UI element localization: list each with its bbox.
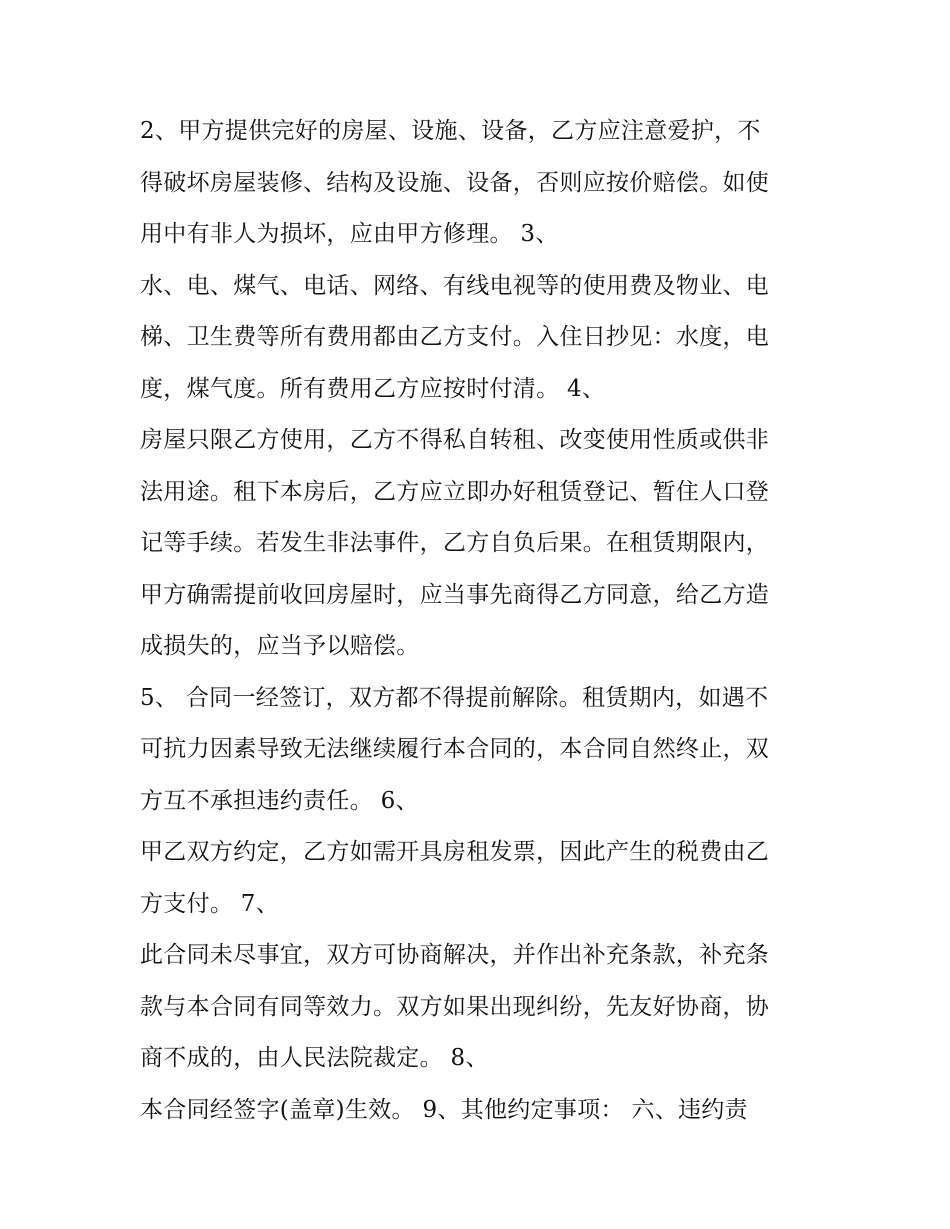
text-line: 梯、卫生费等所有费用都由乙方支付。入住日抄见：水度，电: [140, 324, 770, 350]
text-line: 甲方确需提前收回房屋时，应当事先商得乙方同意，给乙方造: [140, 581, 770, 608]
document-body: [140, 106, 840, 1136]
text-line: 水、电、煤气、电话、网络、有线电视等的使用费及物业、电: [140, 272, 770, 299]
text-line: 法用途。租下本房后，乙方应立即办好租赁登记、暂住人口登: [140, 478, 770, 505]
text-line: 方支付。 7、: [140, 890, 280, 917]
text-line: 商不成的，由人民法院裁定。 8、: [140, 1045, 489, 1071]
text-line: 2、甲方提供完好的房屋、设施、设备，乙方应注意爱护，不: [140, 118, 761, 144]
text-line: 房屋只限乙方使用，乙方不得私自转租、改变使用性质或供非: [140, 427, 770, 453]
text-line: 方互不承担违约责任。 6、: [140, 787, 419, 814]
text-line: 得破坏房屋装修、结构及设施、设备，否则应按价赔偿。如使: [140, 169, 770, 196]
text-line: 度，煤气度。所有费用乙方应按时付清。 4、: [140, 375, 606, 402]
text-line: 记等手续。若发生非法事件，乙方自负后果。在租赁期限内，: [140, 530, 770, 556]
text-line: 款与本合同有同等效力。双方如果出现纠纷，先友好协商，协: [140, 993, 770, 1020]
text-line: 甲乙双方约定，乙方如需开具房租发票，因此产生的税费由乙: [140, 839, 770, 865]
text-line: 用中有非人为损坏，应由甲方修理。 3、: [140, 221, 559, 247]
text-line: 可抗力因素导致无法继续履行本合同的，本合同自然终止，双: [140, 736, 770, 762]
text-line: 此合同未尽事宜，双方可协商解决，并作出补充条款，补充条: [140, 942, 770, 968]
text-line: 5、 合同一经签订，双方都不得提前解除。租赁期内，如遇不: [140, 684, 769, 711]
text-line: 本合同经签字(盖章)生效。 9、其他约定事项： 六、违约责: [140, 1096, 748, 1123]
text-line: 成损失的，应当予以赔偿。: [140, 633, 420, 659]
